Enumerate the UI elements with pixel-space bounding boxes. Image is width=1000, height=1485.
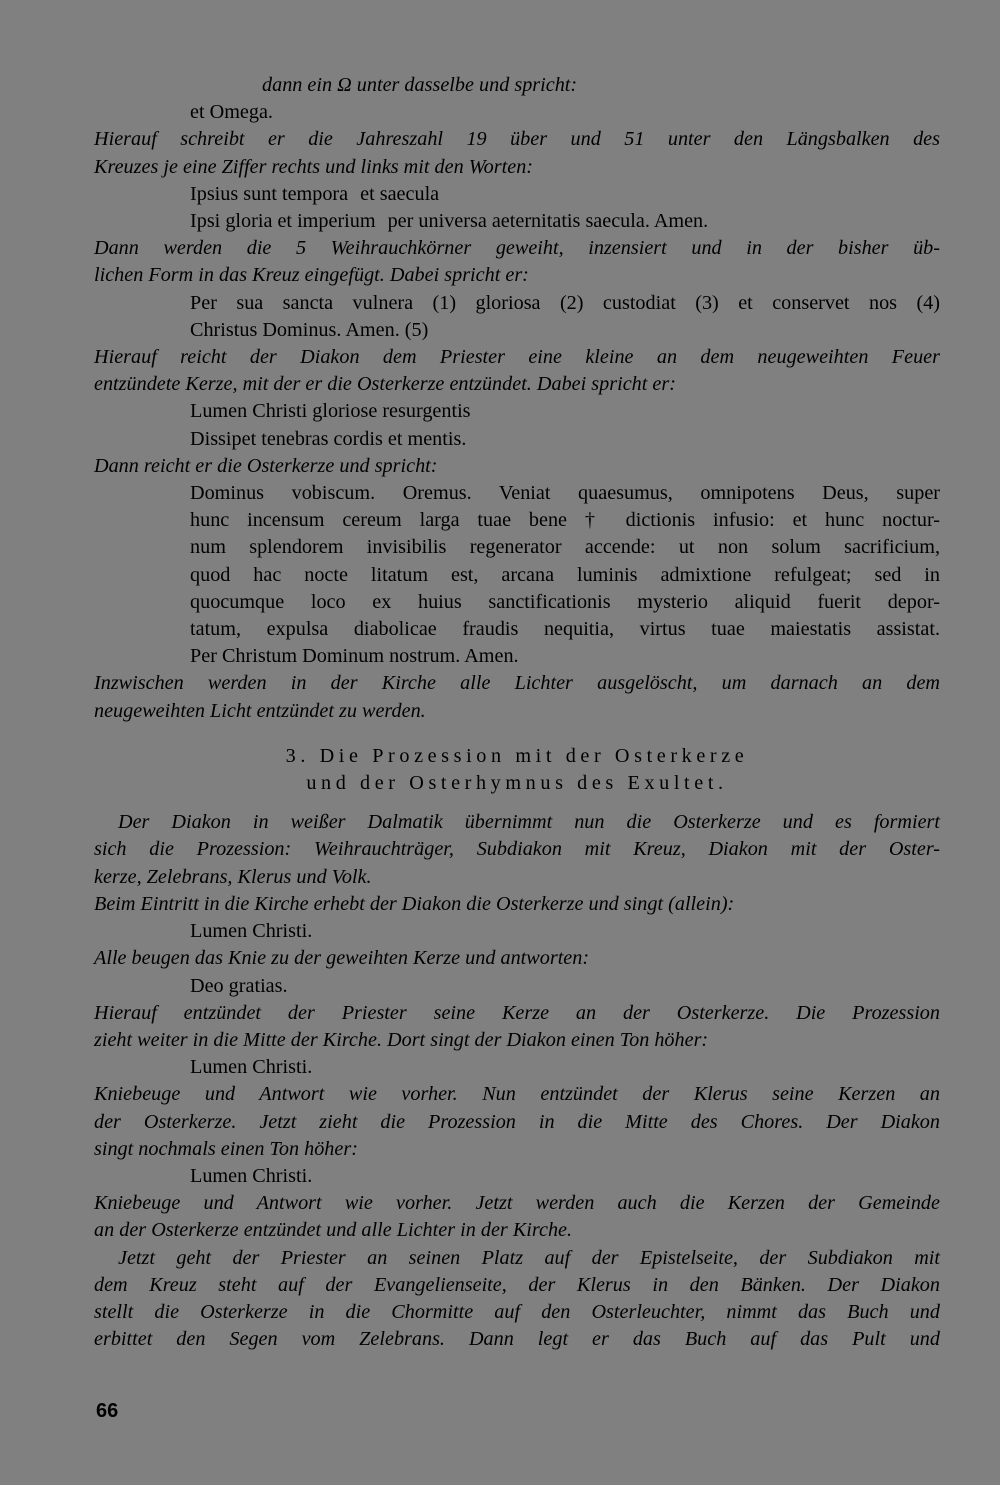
prayer-line: hunc incensum cereum larga tuae bene † dictionis infusio: et hunc noctur- [190,509,940,532]
rubric-line: Kniebeuge und Antwort wie vorher. Nun entzündet der Klerus seine Kerzen an [94,1083,940,1106]
prayer-segment: Ipsi gloria et imperium [190,210,376,233]
prayer-line [94,181,940,208]
rubric-line: dann ein Ω unter dasselbe und spricht: [262,74,578,96]
prayer-line: Lumen Christi gloriose resurgentis [190,400,471,423]
prayer-line: Lumen Christi. [190,1164,313,1187]
rubric-line: zieht weiter in die Mitte der Kirche. Dort singt der Diakon einen Ton höher: [94,1028,709,1051]
prayer-line: quod hac nocte litatum est, arcana luminis admixtione refulgeat; sed in [190,563,940,586]
prayer-line: Lumen Christi. [190,920,313,943]
prayer-line: Lumen Christi. [190,1056,313,1079]
rubric-line: Alle beugen das Knie zu der geweihten Kerze und antworten: [94,947,590,970]
rubric-line: Der Diakon in weißer Dalmatik übernimmt nun die Osterkerze und es formiert [118,811,940,834]
rubric-line: Beim Eintritt in die Kirche erhebt der Diakon die Osterkerze und singt (allein): [94,892,735,915]
rubric-line: Dann reicht er die Osterkerze und spricht: [94,454,438,477]
prayer-line: Per Christum Dominum nostrum. Amen. [190,645,519,668]
rubric-line: Jetzt geht der Priester an seinen Platz auf der Epistelseite, der Subdiakon mit [118,1246,940,1269]
rubric-line: Inzwischen werden in der Kirche alle Lichter ausgelöscht, um darnach an dem [94,672,940,695]
rubric-line: Hierauf reicht der Diakon dem Priester eine kleine an dem neugeweihten Feuer [94,346,940,369]
prayer-segment: et saecula [360,182,440,205]
prayer-segment: Ipsius sunt tempora [190,182,349,205]
rubric-line: Hierauf entzündet der Priester seine Kerze an der Osterkerze. Die Prozession [94,1001,940,1024]
rubric-line: an der Osterkerze entzündet und alle Lichter in der Kirche. [94,1219,573,1242]
prayer-line: Dominus vobiscum. Oremus. Veniat quaesumus, omnipotens Deus, super [190,482,940,505]
prayer-line: Per sua sancta vulnera (1) gloriosa (2) custodiat (3) et conservet nos (4) [190,291,940,314]
rubric-line: Kreuzes je eine Ziffer rechts und links mit den Worten: [94,155,534,178]
rubric-line: neugeweihten Licht entzündet zu werden. [94,699,426,722]
rubric-line: Dann werden die 5 Weihrauchkörner geweiht, inzensiert und in der bisher üb- [94,237,940,260]
prayer-line: num splendorem invisibilis regenerator accende: ut non solum sacrificium, [190,536,940,559]
rubric-line: kerze, Zelebrans, Klerus und Volk. [94,865,372,888]
prayer-line: Deo gratias. [190,974,288,997]
rubric-line: dem Kreuz steht auf der Evangelienseite, der Klerus in den Bänken. Der Diakon [94,1273,940,1296]
rubric-line: singt nochmals einen Ton höher: [94,1137,358,1160]
prayer-line: et Omega. [190,101,273,124]
prayer-segment: per universa aeternitatis saecula. Amen. [387,210,709,233]
rubric-line: stellt die Osterkerze in die Chormitte auf den Osterleuchter, nimmt das Buch und [94,1300,940,1323]
prayer-line [94,208,940,235]
prayer-line: tatum, expulsa diabolicae fraudis nequitia, virtus tuae maiestatis assistat. [190,618,940,641]
rubric-line: erbittet den Segen vom Zelebrans. Dann legt er das Buch auf das Pult und [94,1328,940,1351]
rubric-line: lichen Form in das Kreuz eingefügt. Dabei spricht er: [94,264,529,287]
rubric-line: der Osterkerze. Jetzt zieht die Prozession in die Mitte des Chores. Der Diakon [94,1110,940,1133]
rubric-line: entzündete Kerze, mit der er die Osterkerze entzündet. Dabei spricht er: [94,373,676,396]
rubric-line: Kniebeuge und Antwort wie vorher. Jetzt werden auch die Kerzen der Gemeinde [94,1192,940,1215]
rubric-line: sich die Prozession: Weihrauchträger, Subdiakon mit Kreuz, Diakon mit der Oster- [94,838,940,861]
page-number: 66 [96,1400,119,1422]
section-heading: und der Osterhymnus des Exultet. [306,772,728,795]
page-text [94,72,940,1353]
prayer-line: quocumque loco ex huius sanctificationis mysterio aliquid fuerit depor- [190,590,940,613]
rubric-line: Hierauf schreibt er die Jahreszahl 19 über und 51 unter den Längsbalken des [94,128,940,151]
section-heading: 3. Die Prozession mit der Osterkerze [285,744,749,767]
prayer-line: Dissipet tenebras cordis et mentis. [190,427,467,450]
prayer-line: Christus Dominus. Amen. (5) [190,318,429,341]
